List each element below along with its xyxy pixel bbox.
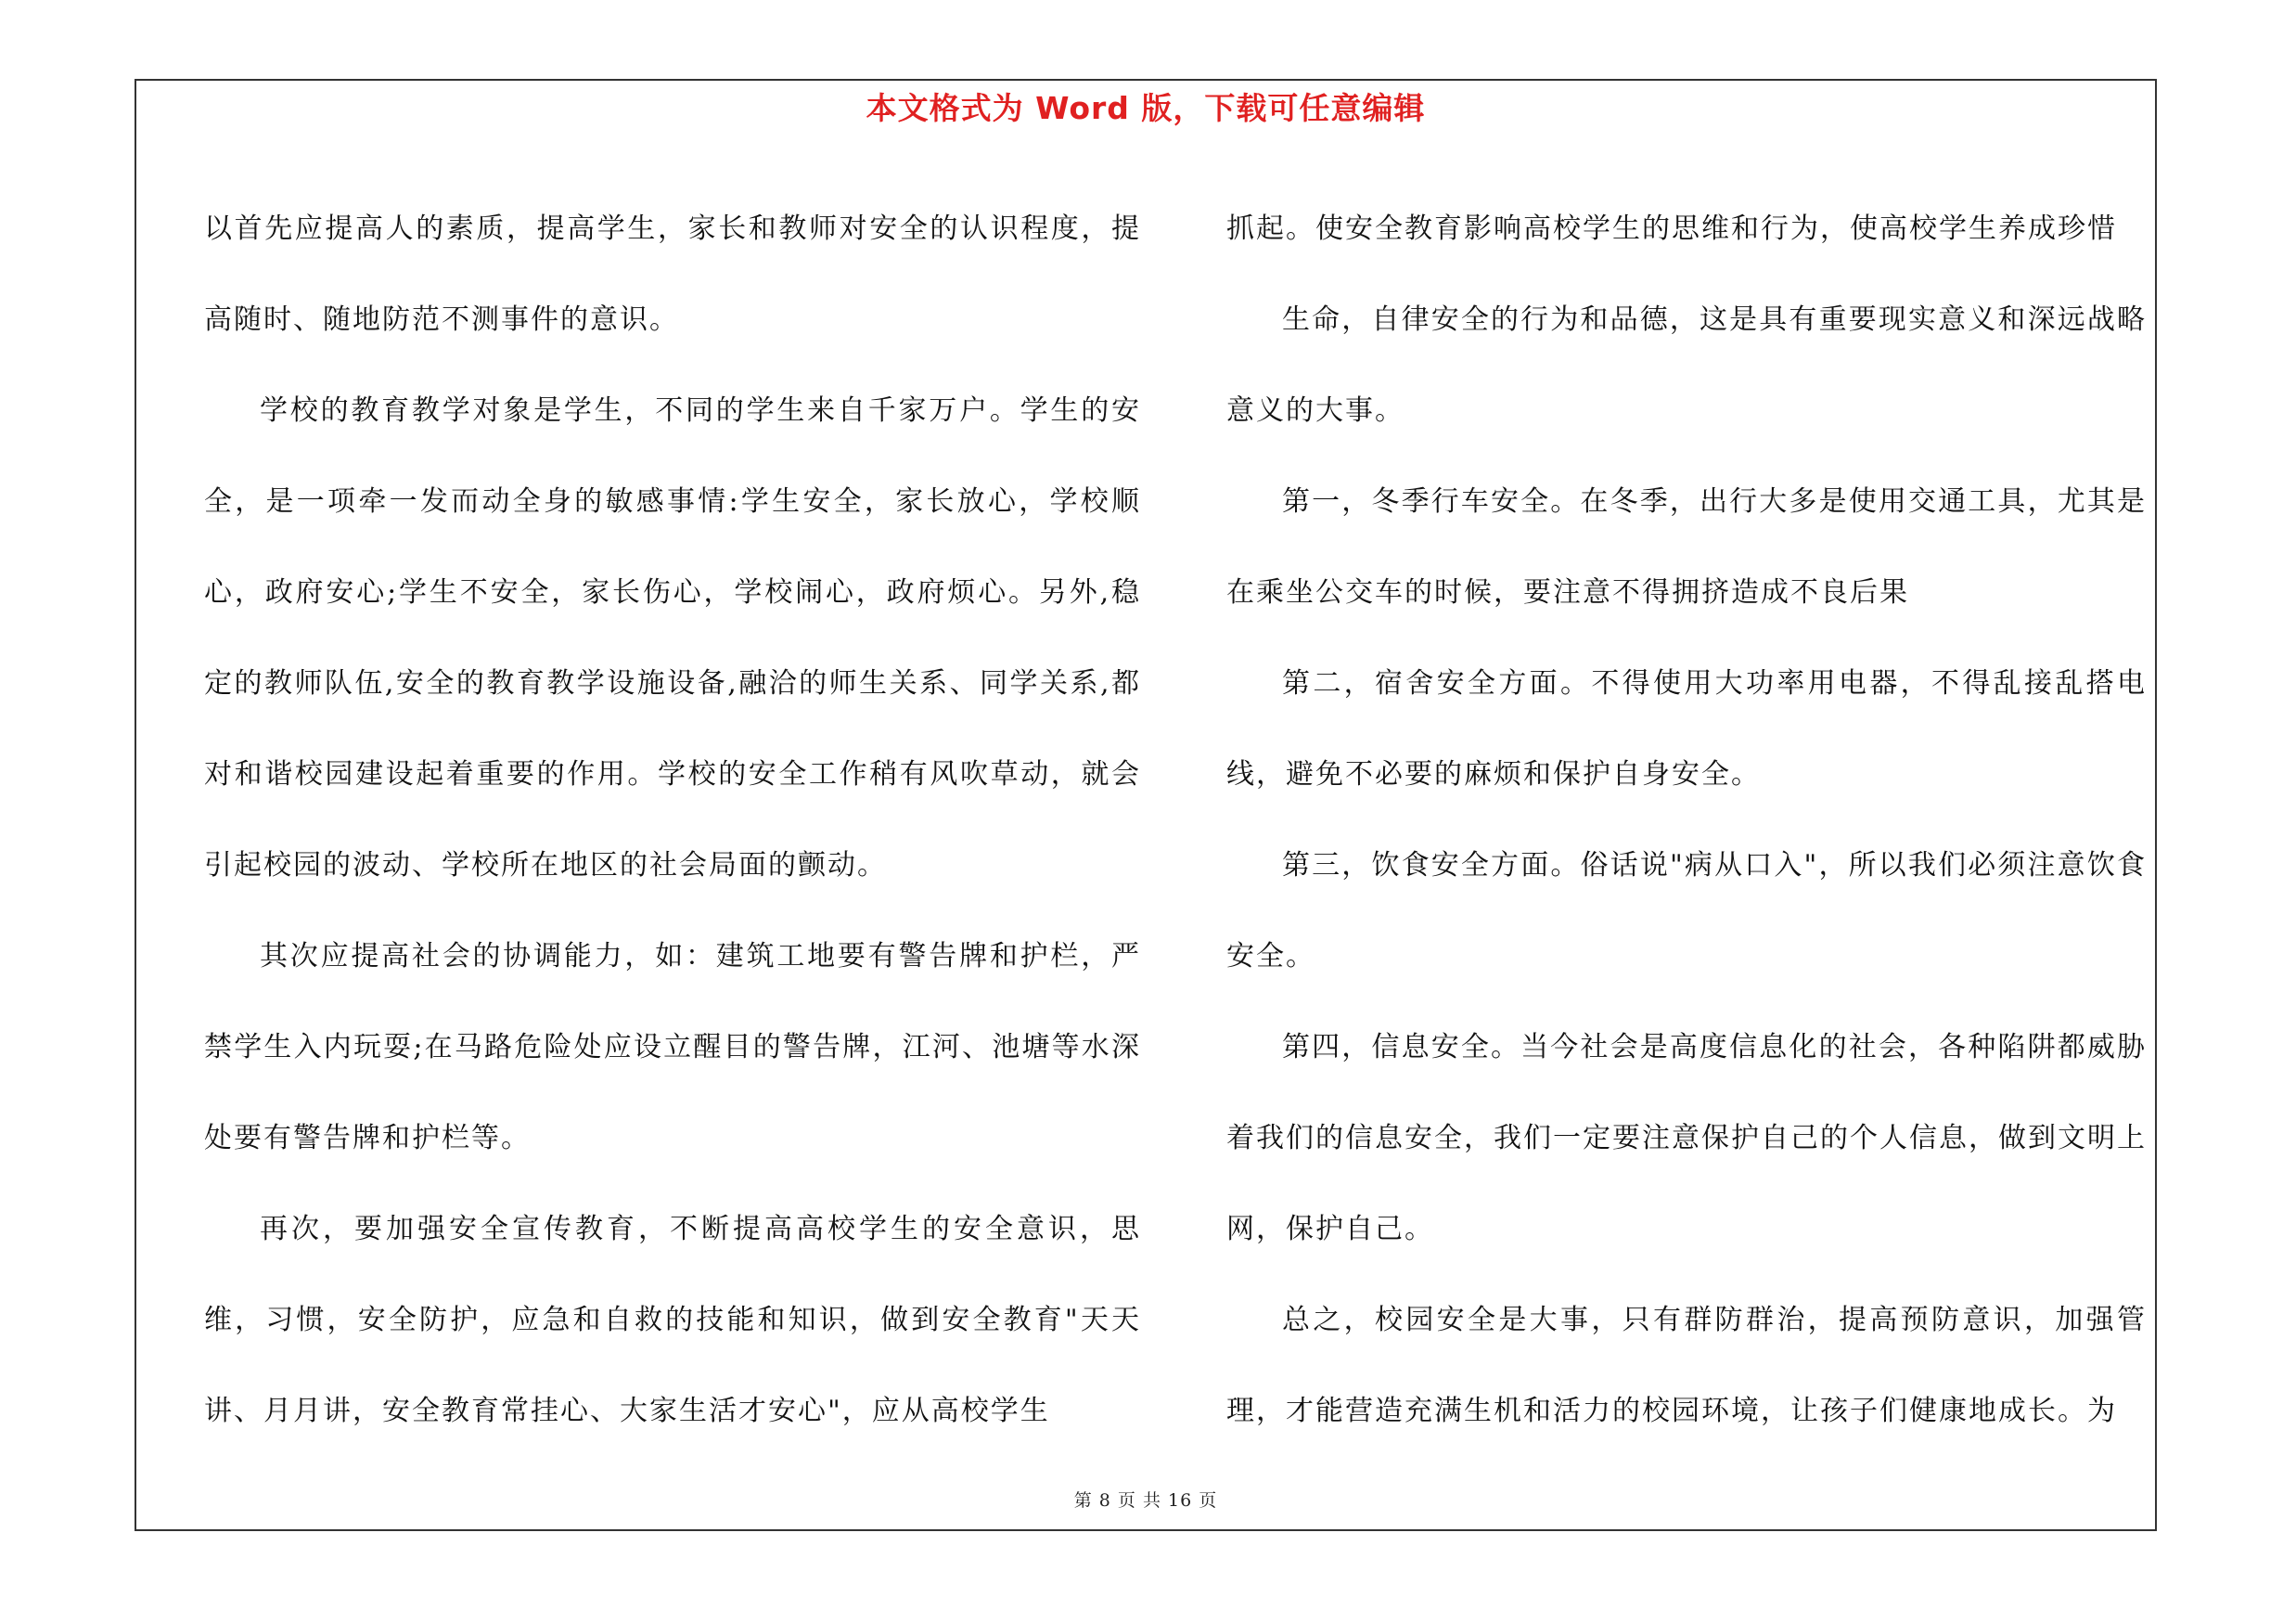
- right-paragraph-7: 总之，校园安全是大事，只有群防群治，提高预防意识，加强管理，才能营造充满生机和活力的校园环境，让孩子们健康地成长。为: [1226, 1304, 2147, 1427]
- right-paragraph-2: 生命，自律安全的行为和品德，这是具有重要现实意义和深远战略意义的大事。: [1226, 303, 2147, 427]
- left-paragraph-1: 以首先应提高人的素质，提高学生，家长和教师对安全的认识程度，提高随时、随地防范不测事件的意识。: [204, 213, 1141, 336]
- right-paragraph-3: 第一，冬季行车安全。在冬季，出行大多是使用交通工具，尤其是在乘坐公交车的时候，要注意不得拥挤造成不良后果: [1226, 485, 2147, 609]
- left-text-column: [204, 184, 1141, 1457]
- right-paragraph-6: 第四，信息安全。当今社会是高度信息化的社会，各种陷阱都威胁着我们的信息安全，我们一定要注意保护自己的个人信息，做到文明上网，保护自己。: [1226, 1031, 2147, 1245]
- right-paragraph-4: 第二，宿舍安全方面。不得使用大功率用电器，不得乱接乱搭电线，避免不必要的麻烦和保护自身安全。: [1226, 667, 2147, 791]
- editable-notice-banner: 本文格式为 Word 版，下载可任意编辑: [866, 90, 1426, 126]
- left-paragraph-2: 学校的教育教学对象是学生，不同的学生来自千家万户。学生的安全，是一项牵一发而动全身的敏感事情:学生安全，家长放心，学校顺心，政府安心;学生不安全，家长伤心，学校闹心，政府烦心。另外,稳定的教师队伍,安全的教育教学设施设备,融洽的师生关系、同学关系,都对和谐校园建设起着重要的作用。学校的安全工作稍有风吹草动，就会引起校园的波动、学校所在地区的社会局面的颤动。: [204, 394, 1141, 882]
- right-paragraph-5: 第三，饮食安全方面。俗话说"病从口入"，所以我们必须注意饮食安全。: [1226, 849, 2147, 973]
- right-text-column: [1226, 184, 2147, 1457]
- left-paragraph-3: 其次应提高社会的协调能力，如：建筑工地要有警告牌和护栏，严禁学生入内玩耍;在马路危险处应设立醒目的警告牌，江河、池塘等水深处要有警告牌和护栏等。: [204, 940, 1141, 1154]
- right-paragraph-1: 抓起。使安全教育影响高校学生的思维和行为，使高校学生养成珍惜: [1226, 213, 2117, 245]
- page-number-footer: 第 8 页 共 16 页: [1073, 1490, 1218, 1511]
- left-paragraph-4: 再次，要加强安全宣传教育，不断提高高校学生的安全意识，思维，习惯，安全防护，应急和自救的技能和知识，做到安全教育"天天讲、月月讲，安全教育常挂心、大家生活才安心"，应从高校学生: [204, 1213, 1141, 1427]
